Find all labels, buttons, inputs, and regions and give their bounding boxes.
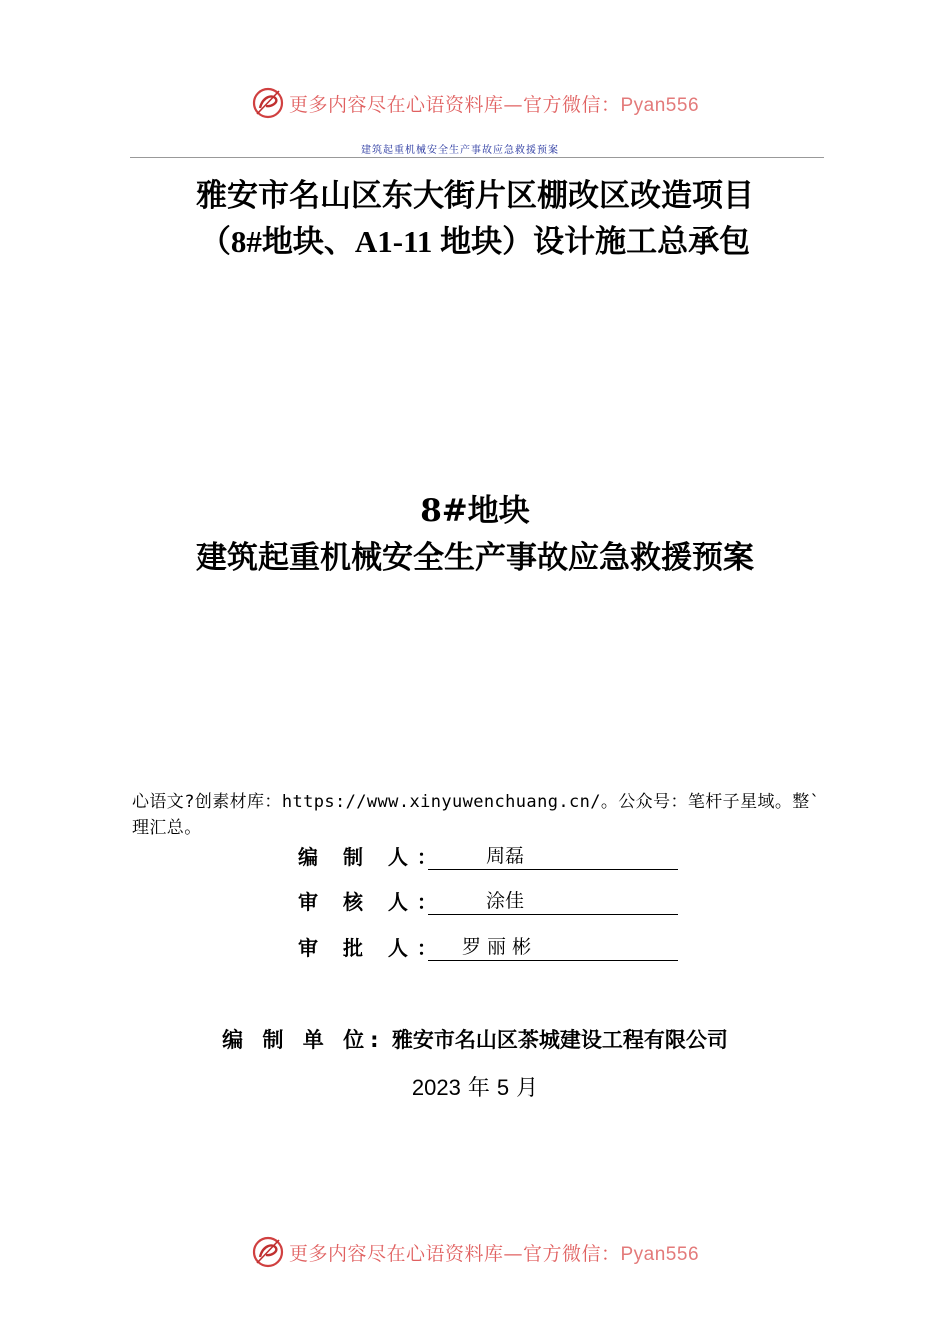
watermark-bottom — [0, 1235, 950, 1269]
plot-title: 8#地块 — [420, 493, 530, 529]
wechat-id: Pyan556 — [620, 94, 700, 116]
source-note: 心语文?创素材库：https://www.xinyuwenchuang.cn/。公众号：笔杆子星域。整`理汇总。 — [132, 792, 821, 838]
signature-row-approver — [298, 931, 678, 961]
watermark-top — [0, 86, 950, 120]
signature-row-author — [298, 840, 678, 870]
signature-label: 审 核 人： — [298, 890, 446, 914]
signature-value: 罗 丽 彬 — [428, 933, 678, 961]
unit-label: 编 制 单 位: — [222, 1028, 385, 1052]
header-rule — [130, 157, 824, 158]
unit-value: 雅安市名山区茶城建设工程有限公司 — [391, 1028, 728, 1052]
plan-title: 建筑起重机械安全生产事故应急救援预案 — [196, 540, 754, 576]
compiling-unit — [0, 1024, 950, 1054]
project-title-line2: （8#地块、A1-11 地块）设计施工总承包 — [199, 224, 751, 260]
project-title-line1: 雅安市名山区东大街片区棚改区改造项目 — [196, 178, 754, 214]
wechat-id: Pyan556 — [620, 1243, 700, 1265]
watermark-text: 更多内容尽在心语资料库—官方微信：Pyan556 — [288, 1242, 700, 1265]
signature-label: 审 批 人： — [298, 936, 446, 960]
watermark-text: 更多内容尽在心语资料库—官方微信：Pyan556 — [288, 93, 700, 116]
signature-value: 周磊 — [428, 842, 678, 870]
signature-label: 编 制 人： — [298, 845, 446, 869]
xinyu-logo-icon — [251, 86, 285, 120]
running-head: 建筑起重机械安全生产事故应急救援预案 — [361, 145, 559, 156]
xinyu-logo-icon — [251, 1235, 285, 1269]
signature-value: 涂佳 — [428, 887, 678, 915]
signature-row-reviewer — [298, 885, 678, 915]
document-date: 2023 年 5 月 — [411, 1075, 539, 1101]
